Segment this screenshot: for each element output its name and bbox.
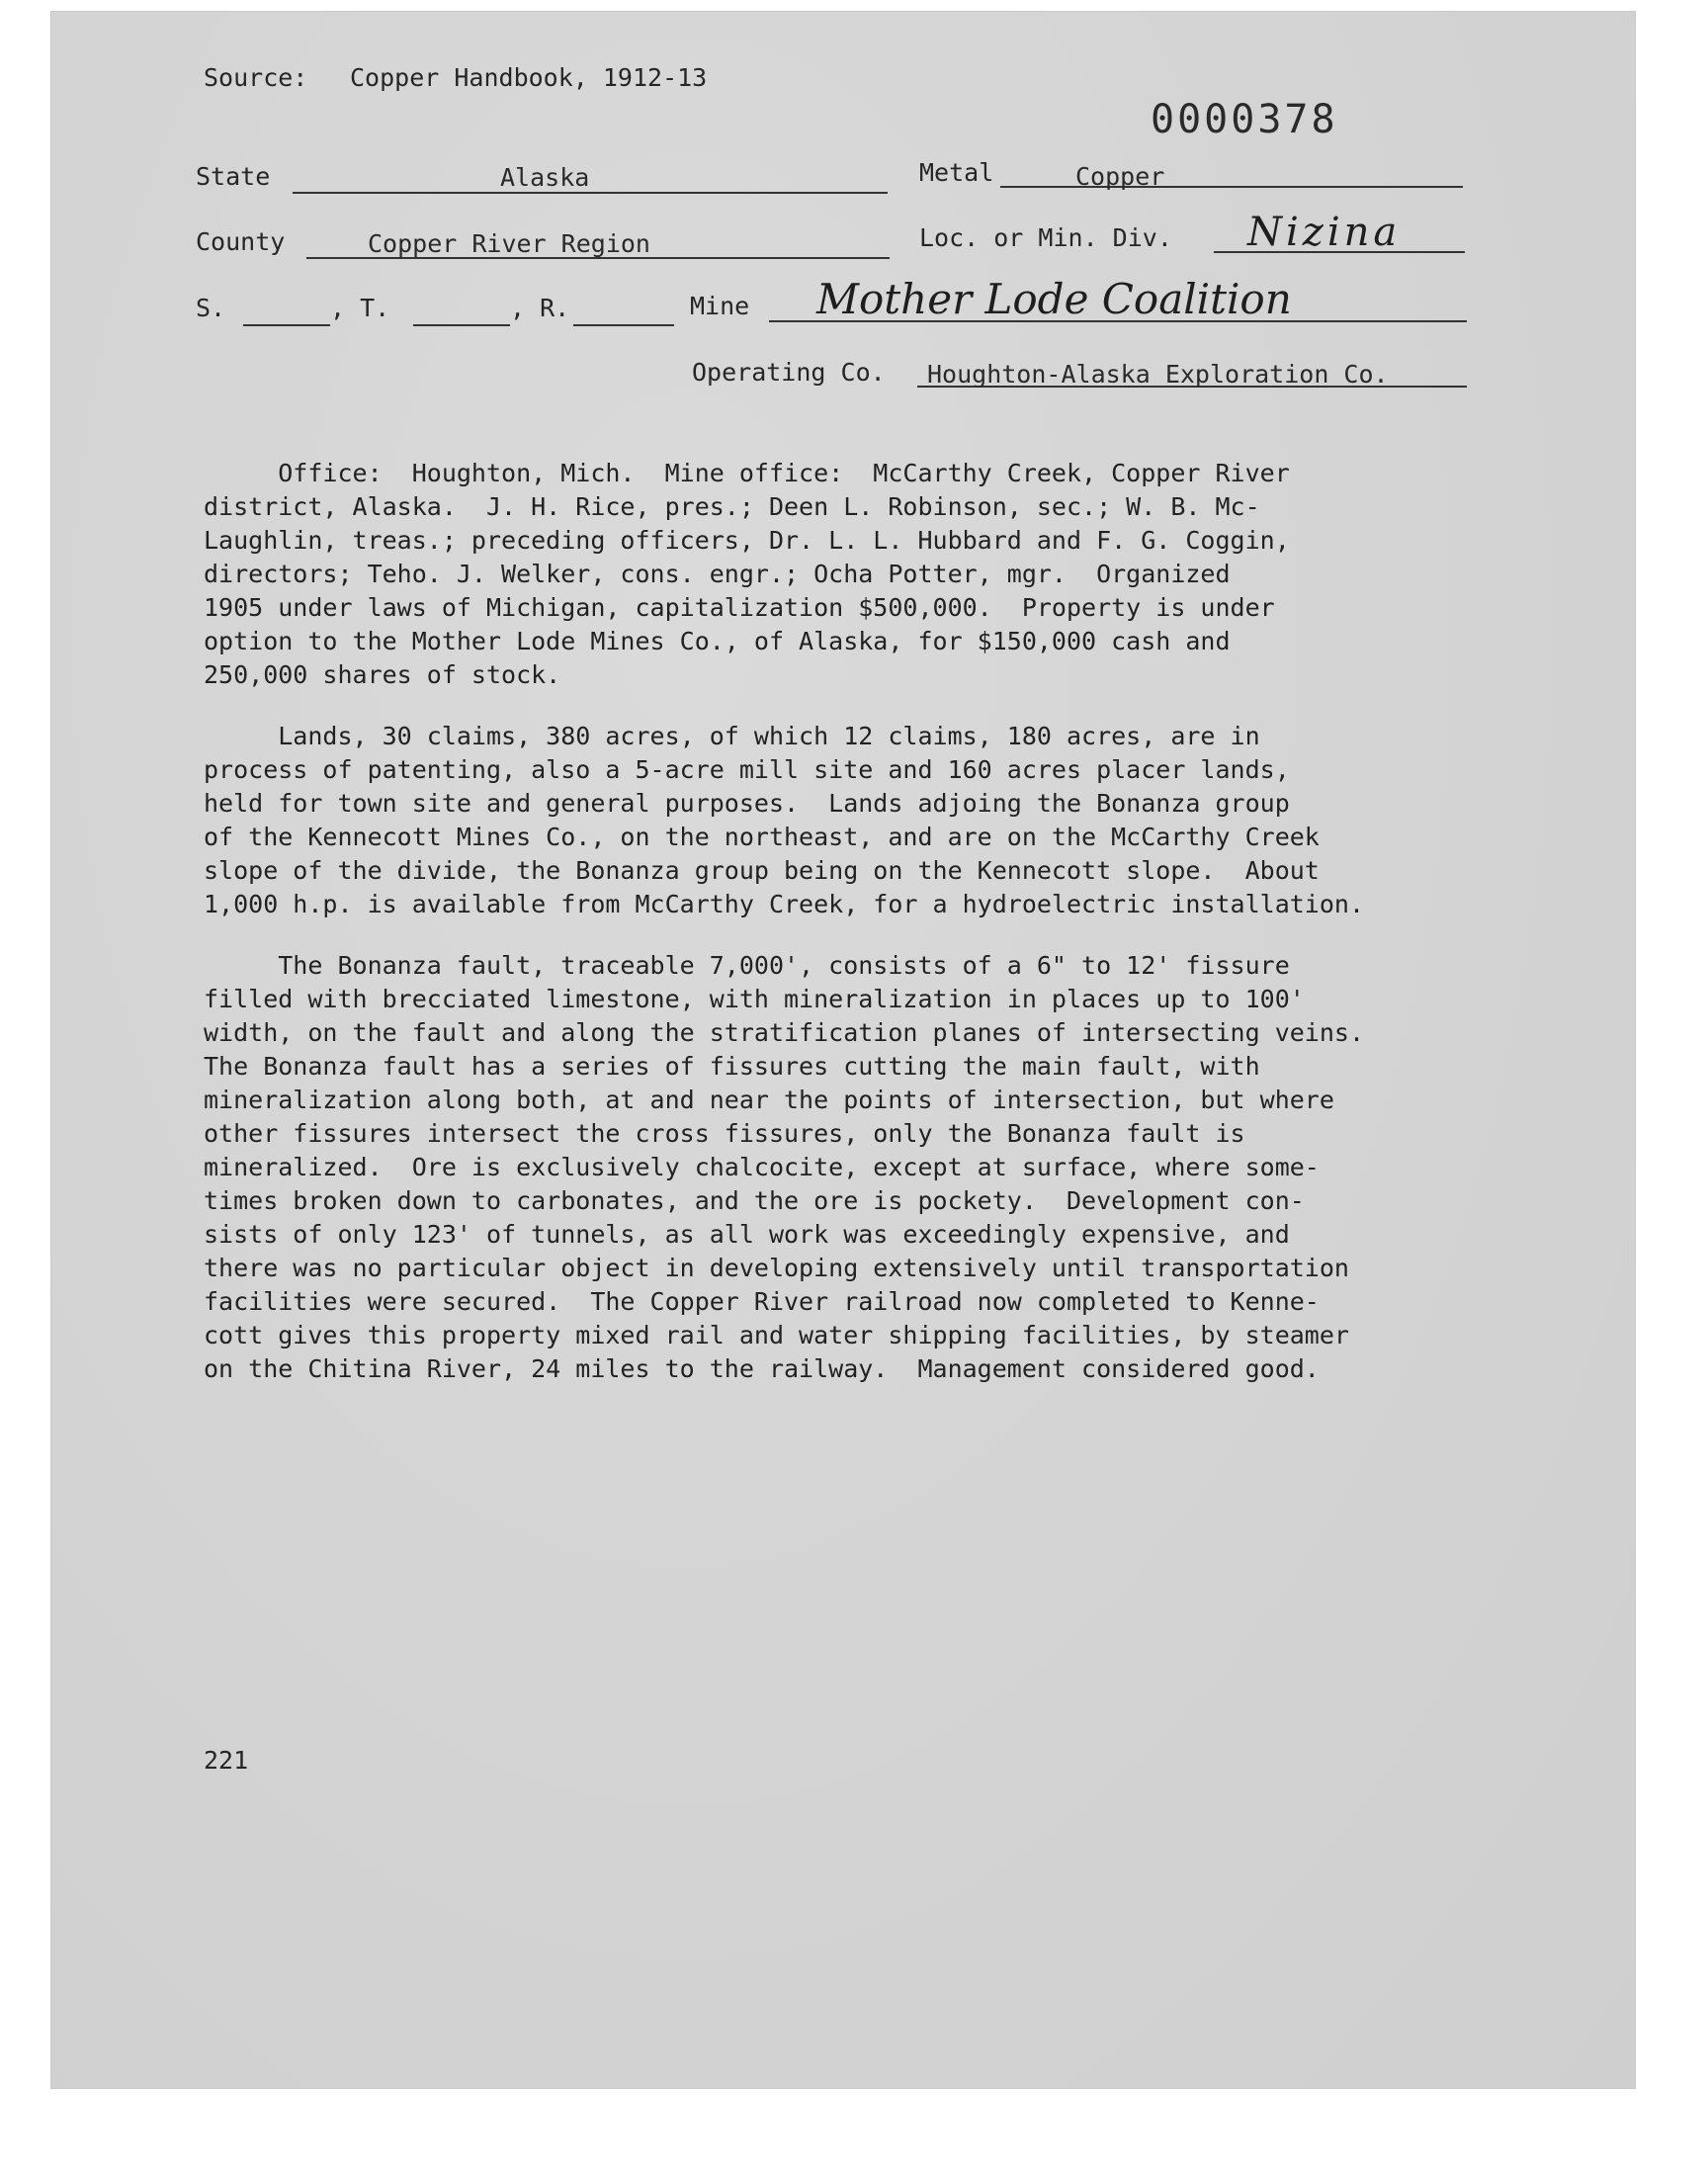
t-label: , T. — [330, 294, 390, 322]
metal-label: Metal — [919, 158, 994, 187]
metal-line — [1000, 186, 1463, 188]
state-value: Alaska — [500, 163, 590, 192]
metal-value: Copper — [1075, 162, 1165, 191]
state-label: State — [196, 162, 271, 191]
s-line — [243, 324, 330, 326]
operating-value: Houghton-Alaska Exploration Co. — [927, 360, 1389, 389]
source-label: Source: — [204, 63, 308, 92]
mine-label: Mine — [690, 292, 750, 320]
r-line — [573, 324, 674, 326]
source-value: Copper Handbook, 1912-13 — [350, 63, 708, 92]
paragraph-geology: The Bonanza fault, traceable 7,000', consists of a 6" to 12' fissure filled with brecciated limestone, with mineralization in places up to 100' width, on the fault and along the stratification planes of intersecting veins. The Bonanza fault has a series of fissures cutting the main fault, with mineralization along both, at and near the points of intersection, but where other fissures intersect the cross fissures, only the Bonanza fault is mineralized. Ore is exclusively chalcocite, except at surface, where some- times broken down to carbonates, and the ore is pockety. Development con- sists of only 123' of tunnels, as all work was exceedingly expensive, and there was no particular object in developing extensively until transportation facilities were secured. The Copper River railroad now completed to Kenne- cott gives this property mixed rail and water shipping facilities, by steamer on the Chitina River, 24 miles to the railway. Management considered good. — [204, 951, 1364, 1383]
page-number: 221 — [204, 1746, 249, 1775]
state-line — [293, 192, 888, 194]
t-line — [413, 324, 510, 326]
r-label: , R. — [510, 294, 570, 322]
mine-value-handwritten: Mother Lode Coalition — [816, 275, 1292, 323]
s-label: S. — [196, 294, 226, 322]
paragraph-lands: Lands, 30 claims, 380 acres, of which 12 claims, 180 acres, are in process of patenting, also a 5-acre mill site and 160 acres placer lands, held for town site and general purposes. Lands adjoing the Bonanza group of the Kennecott Mines Co., on the northeast, and are on the McCarthy Creek slope of the divide, the Bonanza group being on the Kennecott slope. About 1,000 h.p. is available from McCarthy Creek, for a hydroelectric installation. — [204, 722, 1364, 918]
operating-label: Operating Co. — [692, 358, 886, 387]
county-value: Copper River Region — [368, 229, 650, 258]
paragraph-office: Office: Houghton, Mich. Mine office: McCarthy Creek, Copper River district, Alaska. J. H. Rice, pres.; Deen L. Robinson, sec.; W. B. Mc- Laughlin, treas.; preceding officers, Dr. L. L. Hubbard and F. G. Coggin, directors; Teho. J. Welker, cons. engr.; Ocha Potter, mgr. Organized 1905 under laws of Michigan, capitalization $500,000. Property is under option to the Mother Lode Mines Co., of Alaska, for $150,000 cash and 250,000 shares of stock. — [204, 459, 1290, 689]
loc-value-handwritten: Nizina — [1247, 210, 1402, 255]
loc-label: Loc. or Min. Div. — [919, 223, 1172, 252]
county-label: County — [196, 227, 286, 256]
document-number: 0000378 — [1151, 97, 1338, 142]
